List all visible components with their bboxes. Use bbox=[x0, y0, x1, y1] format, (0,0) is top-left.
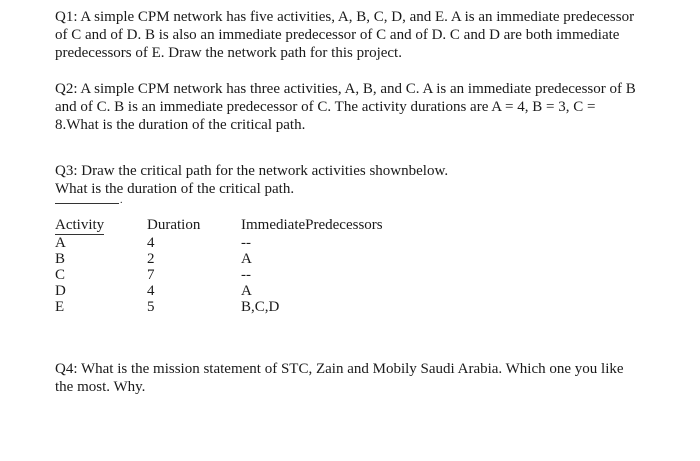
question-4-line: the most. Why. bbox=[55, 379, 146, 395]
cell-duration: 4 bbox=[147, 235, 155, 251]
header-predecessors: ImmediatePredecessors bbox=[241, 217, 383, 233]
cell-activity: A bbox=[55, 235, 66, 251]
activity-table bbox=[55, 216, 441, 315]
cell-predecessors: B,C,D bbox=[241, 299, 280, 315]
question-1-line: predecessors of E. Draw the network path for this project. bbox=[55, 45, 402, 61]
question-3-line: Q3: Draw the critical path for the network activities shownbelow. bbox=[55, 163, 449, 179]
cell-activity: B bbox=[55, 251, 66, 267]
table-row bbox=[55, 283, 441, 299]
question-4-line: Q4: What is the mission statement of STC, Zain and Mobily Saudi Arabia. Which one you like bbox=[55, 361, 624, 377]
question-3-line: What is the duration of the critical path. bbox=[55, 181, 295, 197]
question-2 bbox=[55, 80, 670, 134]
cell-predecessors: A bbox=[241, 283, 252, 299]
cell-duration: 5 bbox=[147, 299, 155, 315]
question-1-line: Q1: A simple CPM network has five activities, A, B, C, D, and E. A is an immediate predecessor bbox=[55, 9, 635, 25]
answer-blank-line bbox=[55, 203, 119, 204]
table-header-row bbox=[55, 216, 441, 235]
header-activity: Activity bbox=[55, 217, 105, 233]
table-row bbox=[55, 267, 441, 283]
cell-duration: 2 bbox=[147, 251, 155, 267]
cell-activity: E bbox=[55, 299, 65, 315]
cell-duration: 7 bbox=[147, 267, 155, 283]
answer-blank-mark: . bbox=[120, 195, 123, 206]
cell-activity: C bbox=[55, 267, 66, 283]
cell-duration: 4 bbox=[147, 283, 155, 299]
cell-predecessors: -- bbox=[241, 235, 251, 251]
table-row bbox=[55, 299, 441, 315]
header-duration: Duration bbox=[147, 217, 201, 233]
cell-predecessors: -- bbox=[241, 267, 251, 283]
question-1 bbox=[55, 8, 670, 62]
question-2-line: 8.What is the duration of the critical path. bbox=[55, 117, 306, 133]
cell-predecessors: A bbox=[241, 251, 252, 267]
table-row bbox=[55, 235, 441, 251]
question-3 bbox=[55, 162, 670, 198]
question-2-line: Q2: A simple CPM network has three activities, A, B, and C. A is an immediate predecessor of B bbox=[55, 81, 636, 97]
table-row bbox=[55, 251, 441, 267]
cell-activity: D bbox=[55, 283, 66, 299]
question-2-line: and of C. B is an immediate predecessor of C. The activity durations are A = 4, B = 3, C = bbox=[55, 99, 596, 115]
question-1-line: of C and of D. B is also an immediate predecessor of C and of D. C and D are both immediate bbox=[55, 27, 620, 43]
question-4 bbox=[55, 360, 670, 396]
